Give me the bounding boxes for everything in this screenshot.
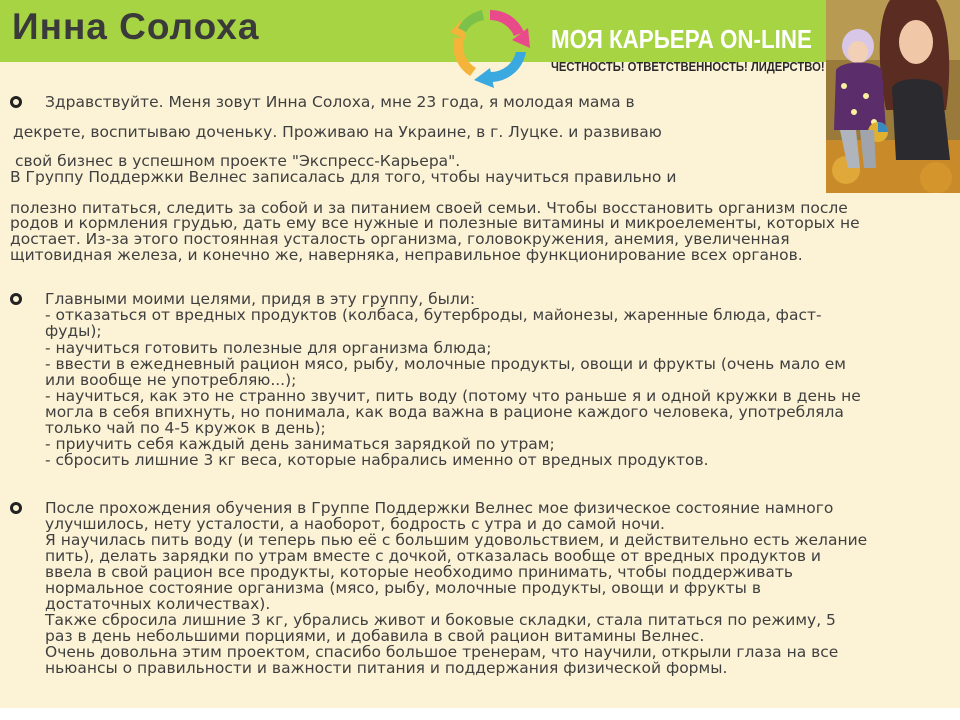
results-line: Я научилась пить воду (и теперь пью её с большим удовольствием, и действительно есть желание bbox=[45, 531, 868, 549]
results-line: Также сбросила лишние 3 кг, убрались живот и боковые складки, стала питаться по режиму, 5 bbox=[45, 611, 836, 629]
results-line: улучшилось, нету усталости, а наоборот, бодрость с утра и до самой ночи. bbox=[45, 515, 665, 533]
brand-name: МОЯ КАРЬЕРА ON-LINE bbox=[551, 24, 812, 54]
intro-line: полезно питаться, следить за собой и за питанием своей семьи. Чтобы восстановить организм после bbox=[10, 199, 848, 217]
intro-line: достает. Из-за этого постоянная усталость организма, головокружения, анемия, увеличенная bbox=[10, 230, 790, 248]
results-line: После прохождения обучения в Группе Поддержки Велнес мое физическое состояние намного bbox=[45, 499, 834, 517]
intro-line: Здравствуйте. Меня зовут Инна Солоха, мне 23 года, я молодая мама в bbox=[45, 93, 635, 111]
intro-line: В Группу Поддержки Велнес записалась для того, чтобы научиться правильно и bbox=[10, 168, 677, 186]
results-line: Очень довольна этим проектом, спасибо большое тренерам, что научили, открыли глаза на все bbox=[45, 643, 839, 661]
goals-line: - отказаться от вредных продуктов (колбаса, бутерброды, майонезы, жаренные блюда, фаст- bbox=[45, 306, 822, 324]
intro-line: щитовидная железа, и конечно же, наверняка, неправильное функционирование всех органов. bbox=[10, 246, 803, 264]
bullet-icon bbox=[10, 96, 22, 108]
results-line: ввела в свой рацион все продукты, которые необходимо принимать, чтобы поддерживать bbox=[45, 563, 794, 581]
goals-line: могла в себя впихнуть, но понимала, как вода важна в рационе каждого человека, употребляла bbox=[45, 403, 844, 421]
bottom-bar bbox=[0, 708, 960, 720]
goals-line: только чай по 4-5 кружок в день); bbox=[45, 419, 326, 437]
goals-line: фуды); bbox=[45, 322, 102, 340]
intro-line: декрете, воспитываю доченьку. Проживаю на Украине, в г. Луцке. и развиваю bbox=[13, 123, 662, 141]
brand-tagline: ЧЕСТНОСТЬ! ОТВЕТСТВЕННОСТЬ! ЛИДЕРСТВО! bbox=[551, 60, 825, 74]
results-line: пить), делать зарядки по утрам вместе с дочкой, отказалась вообще от вредных продуктов и bbox=[45, 547, 821, 565]
goals-line: или вообще не употребляю...); bbox=[45, 371, 297, 389]
results-line: достаточных количествах). bbox=[45, 595, 271, 613]
bullet-icon bbox=[10, 293, 22, 305]
goals-line: - сбросить лишние 3 кг веса, которые набрались именно от вредных продуктов. bbox=[45, 451, 709, 469]
page-title: Инна Солоха bbox=[12, 6, 260, 47]
bullet-icon bbox=[10, 502, 22, 514]
intro-line: свой бизнес в успешном проекте "Экспресс-Карьера". bbox=[15, 152, 461, 170]
goals-line: Главными моими целями, придя в эту группу, были: bbox=[45, 290, 476, 308]
goals-line: - приучить себя каждый день заниматься зарядкой по утрам; bbox=[45, 435, 555, 453]
goals-line: - научиться готовить полезные для организма блюда; bbox=[45, 339, 492, 357]
results-line: раз в день небольшими порциями, и добавила в свой рацион витамины Велнес. bbox=[45, 627, 705, 645]
results-line: нормальное состояние организма (мясо, рыбу, молочные продукты, овощи и фрукты в bbox=[45, 579, 761, 597]
results-line: ньюансы о правильности и важности питания и поддержания физической формы. bbox=[45, 659, 728, 677]
goals-line: - ввести в ежедневный рацион мясо, рыбу, молочные продукты, овощи и фрукты (очень мало ем bbox=[45, 355, 846, 373]
intro-line: родов и кормления грудью, дать ему все нужные и полезные витамины и микроелементы, которых не bbox=[10, 214, 860, 232]
goals-line: - научиться, как это не странно звучит, пить воду (потому что раньше я и одной кружки в день не bbox=[45, 387, 861, 405]
